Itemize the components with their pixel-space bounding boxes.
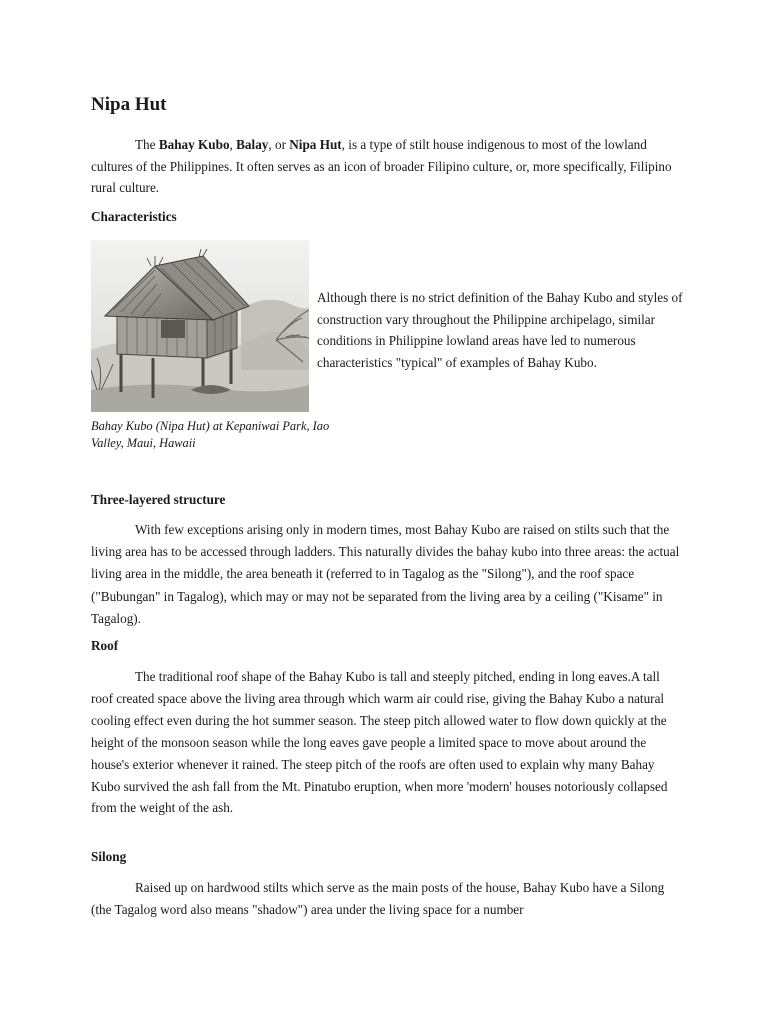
term-balay: Balay bbox=[236, 137, 269, 152]
three-layered-paragraph: With few exceptions arising only in modern times, most Bahay Kubo are raised on stilts such that the living area has to be accessed through ladders. This naturally divides the bahay kubo into three areas: the actual living area in the middle, the area beneath it (referred to in Tagalog as the "Silong"), and the roof space ("Bubungan" in Tagalog), which may or may not be separated from the living area by a ceiling ("Kisame" in Tagalog). bbox=[91, 522, 680, 626]
silong-paragraph: Raised up on hardwood stilts which serve as the main posts of the house, Bahay Kubo have a Silong (the Tagalog word also means "shadow") area under the living space for a number bbox=[91, 880, 665, 917]
roof-heading: Roof bbox=[91, 638, 119, 653]
term-nipa-hut: Nipa Hut bbox=[289, 137, 342, 152]
figure-caption: Bahay Kubo (Nipa Hut) at Kepaniwai Park, Iao Valley, Maui, Hawaii bbox=[91, 419, 330, 450]
three-layered-heading: Three-layered structure bbox=[91, 492, 226, 507]
term-bahay-kubo: Bahay Kubo bbox=[158, 137, 230, 152]
nipa-hut-illustration bbox=[91, 240, 309, 412]
intro-text-3: , or bbox=[268, 137, 290, 152]
characteristics-text: Although there is no strict definition of the Bahay Kubo and styles of construction vary throughout the Philippine archipelago, similar conditions in Philippine lowland areas have led to numerous characteristics "typical" of examples of Bahay Kubo. bbox=[317, 290, 683, 371]
intro-text-1: The bbox=[135, 137, 159, 152]
intro-text-2: , bbox=[229, 137, 237, 152]
intro-text-4: , is a type of stilt house indigenous to most of the lowland cultures of the Philippines. It often serves as an icon of broader Filipino culture, or, more specifically, Filipino rural culture. bbox=[91, 137, 672, 195]
page-title: Nipa Hut bbox=[91, 94, 167, 115]
roof-paragraph: The traditional roof shape of the Bahay Kubo is tall and steeply pitched, ending in long eaves.A tall roof created space above the living area through which warm air could rise, giving the Bahay Kubo a natural cooling effect even during the hot summer season. The steep pitch allowed water to flow down quickly at the height of the monsoon season while the long eaves gave people a limited space to move about around the house's exterior whenever it rained. The steep pitch of the roofs are often used to explain why many Bahay Kubo survived the ash fall from the Mt. Pinatubo eruption, when more 'modern' houses notoriously collapsed from the weight of the ash. bbox=[91, 669, 668, 816]
characteristics-heading: Characteristics bbox=[91, 209, 177, 224]
intro-paragraph bbox=[91, 134, 683, 199]
silong-heading: Silong bbox=[91, 849, 127, 864]
